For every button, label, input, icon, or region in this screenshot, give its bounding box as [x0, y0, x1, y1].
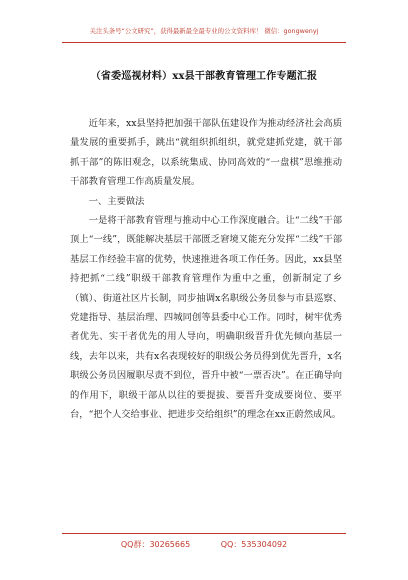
- header-divider: [62, 42, 346, 43]
- header-promo-note: 关注头条号“公文研究”，获得最新最全最专业的公文资料库！ 微信：gongwenyj: [89, 27, 319, 35]
- document-body: [70, 114, 342, 425]
- footer-qq-group: QQ群：30265665: [120, 540, 191, 549]
- section-heading: 一、主要做法: [88, 195, 145, 207]
- body-paragraph: 一是将干部教育管理与推动中心工作深度融合。让“二线”干部顶上“一线”，既能解决基层干部匮乏窘境又能充分发挥“二线”干部基层工作经验丰富的优势，快速推进各项工作任务。因此，xx县坚持把抓“二线”职级干部教育管理作为重中之重，创新制定了乡（镇）、街道社区片长制，同步抽调x名职级公务员参与市县巡察、党建指导、基层治理、四城同创等县委中心工作。同时，树牢优秀者优先、实干者优先的用人导向，明确职级晋升优先倾向基层一线，去年以来，共有x名表现较好的职级公务员得到优先晋升，x名职级公务员因履职尽责不到位，晋升中被“一票否决”。在正确导向的作用下，职级干部从以往的要提拔、要晋升变成要岗位、要平台，“把个人交给事业、把进步交给组织”的理念在xx正蔚然成风。: [70, 215, 342, 421]
- footer-divider: [62, 533, 346, 534]
- document-title: （省委巡视材料）xx县干部教育管理工作专题汇报: [90, 71, 318, 82]
- intro-paragraph: 近年来，xx县坚持把加强干部队伍建设作为推动经济社会高质量发展的重要抓手，跳出“就组织抓组织，就党建抓党建，就干部抓干部”的陈旧观念，以系统集成、协同高效的“一盘棋”思维推动干部教育管理工作高质量发展。: [70, 118, 342, 188]
- footer-contact: [0, 539, 408, 550]
- footer-qq: QQ：535304092: [220, 540, 288, 549]
